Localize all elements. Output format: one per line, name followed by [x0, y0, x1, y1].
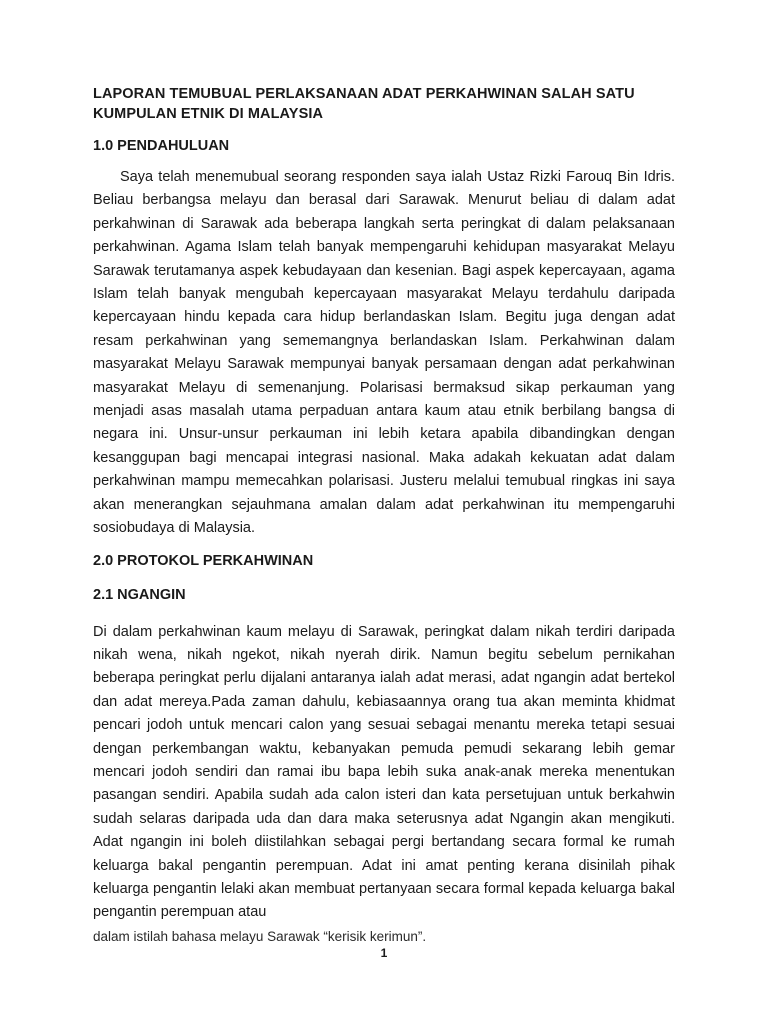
ngangin-paragraph: Di dalam perkahwinan kaum melayu di Sarawak, peringkat dalam nikah terdiri daripada nikah wena, nikah ngekot, nikah nyerah dirik. Namun begitu sebelum pernikahan beberapa peringkat perlu dijalani antaranya ialah adat merasi, adat ngangin adat bertekol dan adat mereya.Pada zaman dahulu, kebiasaannya orang tua akan meminta khidmat pencari jodoh untuk mencari calon yang sesuai sebagai menantu mereka tetapi sesuai dengan perkembangan waktu, kebanyakan pemuda pemudi sekarang lebih gemar mencari jodoh sendiri dan ramai ibu bapa lebih suka anak-anak mereka menentukan pasangan sendiri. Apabila sudah ada calon isteri dan kata persetujuan untuk berkahwin sudah selaras daripada uda dan dara maka seterusnya adat Ngangin akan mengikuti. Adat ngangin ini boleh diistilahkan sebagai pergi bertandang secara formal ke rumah keluarga bakal pengantin perempuan. Adat ini amat penting kerana disinilah pihak keluarga pengantin lelaki akan membuat pertanyaan secara formal kepada keluarga bakal pengantin perempuan atau	[93, 623, 675, 921]
document-title: LAPORAN TEMUBUAL PERLAKSANAAN ADAT PERKAHWINAN SALAH SATU KUMPULAN ETNIK DI MALAYSIA	[93, 86, 635, 122]
section-heading-protokol: 2.0 PROTOKOL PERKAHWINAN	[93, 552, 314, 569]
document-page	[93, 84, 675, 948]
page-number: 1	[380, 946, 388, 960]
section-heading-pendahuluan: 1.0 PENDAHULUAN	[93, 138, 230, 154]
subsection-heading-ngangin: 2.1 NGANGIN	[93, 586, 186, 603]
ngangin-paragraph-last-line: dalam istilah bahasa melayu Sarawak “kerisik kerimun”.	[93, 928, 427, 944]
intro-paragraph: Saya telah menemubual seorang responden saya ialah Ustaz Rizki Farouq Bin Idris. Beliau berbangsa melayu dan berasal dari Sarawak. Menurut beliau di dalam adat perkahwinan di Sarawak ada beberapa langkah serta peringkat di dalam pelaksanaan perkahwinan. Agama Islam telah banyak mempengaruhi kehidupan masyarakat Melayu Sarawak terutamanya aspek kebudayaan dan kesenian. Bagi aspek kepercayaan, agama Islam telah banyak mengubah kepercayaan masyarakat Melayu terdahulu daripada kepercayaan hindu kepada cara hidup berlandaskan Islam. Begitu juga dengan adat resam perkahwinan yang sememangnya berlandaskan Islam. Perkahwinan dalam masyarakat Melayu Sarawak mempunyai banyak persamaan dengan adat perkahwinan masyarakat Melayu di semenanjung. Polarisasi bermaksud sikap perkauman yang menjadi asas masalah utama perpaduan antara kaum atau etnik berbilang bangsa di negara ini. Unsur-unsur perkauman ini lebih ketara apabila dibandingkan dengan kesanggupan bagi mencapai integrasi nasional. Maka adakah kekuatan adat dalam perkahwinan mampu memecahkan polarisasi. Justeru melalui temubual ringkas ini saya akan menerangkan sejauhmana amalan dalam adat perkahwinan itu mempengaruhi sosiobudaya di Malaysia.	[93, 169, 675, 537]
